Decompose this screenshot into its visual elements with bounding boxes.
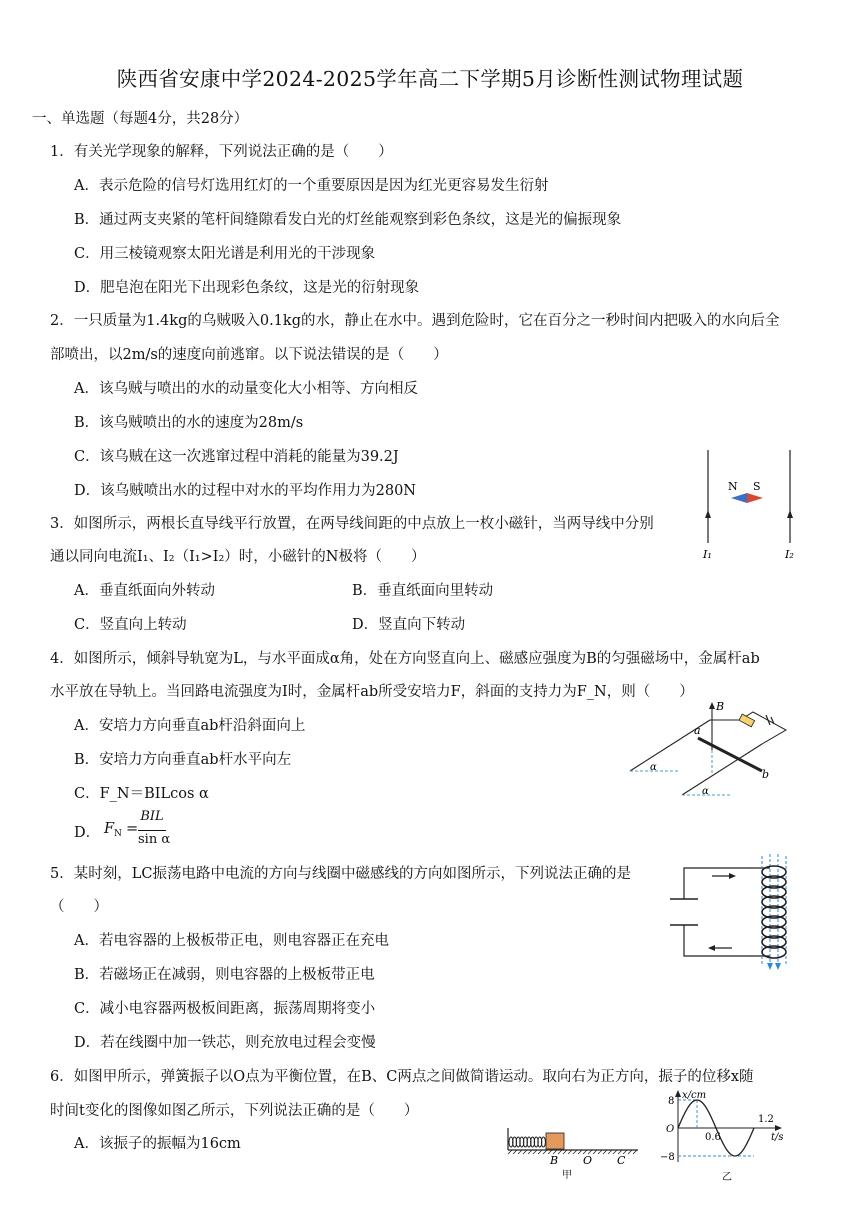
t-tick-0-6: 0.6 bbox=[705, 1132, 721, 1143]
question-4-stem-line2: 水平放在导轨上。当回路电流强度为I时，金属杆ab所受安培力F，斜面的支持力为F_N，则（ ） bbox=[50, 684, 694, 700]
t-tick-1-2: 1.2 bbox=[758, 1114, 774, 1125]
label-i2: I₂ bbox=[785, 548, 794, 561]
current-arrow-bottom-icon bbox=[708, 945, 715, 951]
label-b: B bbox=[716, 700, 725, 713]
question-5-option-b: B．若磁场正在减弱，则电容器的上极板带正电 bbox=[74, 967, 375, 983]
inductor-coil bbox=[762, 866, 786, 958]
label-jia: 甲 bbox=[562, 1170, 572, 1180]
question-6-stem-line2: 时间t变化的图像如图乙所示，下列说法正确的是（ ） bbox=[50, 1103, 419, 1119]
formula-f: F bbox=[104, 821, 115, 837]
compass-needle-n-icon bbox=[731, 493, 747, 503]
lc-circuit-figure bbox=[662, 854, 802, 974]
question-4-option-b: B．安培力方向垂直ab杆水平向左 bbox=[74, 752, 292, 768]
question-3-option-c: C．竖直向上转动 bbox=[74, 617, 187, 633]
question-1-option-c: C．用三棱镜观察太阳光谱是利用光的干涉现象 bbox=[74, 246, 376, 262]
label-alpha-2: α bbox=[702, 786, 709, 797]
question-2-option-d: D．该乌贼喷出水的过程中对水的平均作用力为280N bbox=[74, 483, 416, 499]
field-arrow-2-icon bbox=[775, 963, 781, 970]
current-arrow-2-icon bbox=[787, 510, 793, 518]
question-2-option-c: C．该乌贼在这一次逃窜过程中消耗的能量为39.2J bbox=[74, 449, 399, 465]
label-alpha-1: α bbox=[650, 762, 657, 773]
formula-numerator: BIL bbox=[140, 809, 164, 824]
question-5-stem-line1: 5．某时刻，LC振荡电路中电流的方向与线圈中磁感线的方向如图所示，下列说法正确的是 bbox=[50, 866, 631, 882]
label-a: a bbox=[694, 724, 701, 737]
inclined-rail-figure bbox=[620, 700, 800, 810]
question-2-option-a: A．该乌贼与喷出的水的动量变化大小相等、方向相反 bbox=[74, 381, 418, 397]
question-4-option-a: A．安培力方向垂直ab杆沿斜面向上 bbox=[74, 718, 306, 734]
section-heading: 一、单选题（每题4分，共28分） bbox=[32, 111, 249, 127]
question-2-stem-line2: 部喷出，以2m/s的速度向前逃窜。以下说法错误的是（ ） bbox=[50, 347, 448, 363]
question-1-option-b: B．通过两支夹紧的笔杆间缝隙看发白光的灯丝能观察到彩色条纹，这是光的偏振现象 bbox=[74, 212, 622, 228]
label-rod-b: b bbox=[762, 768, 770, 781]
question-3-stem-line1: 3．如图所示，两根长直导线平行放置，在两导线间距的中点放上一枚小磁针，当两导线中分别 bbox=[50, 516, 654, 532]
compass-needle-s-icon bbox=[747, 493, 763, 503]
question-3-option-b: B．垂直纸面向里转动 bbox=[352, 583, 494, 599]
question-5-stem-line2: （ ） bbox=[50, 899, 108, 915]
y-axis-arrow-icon bbox=[675, 1090, 681, 1097]
displacement-time-graph bbox=[660, 1088, 790, 1184]
y-tick-8: 8 bbox=[668, 1096, 675, 1107]
current-arrow-top-icon bbox=[729, 873, 736, 879]
metal-rod-ab bbox=[698, 738, 762, 771]
label-n: N bbox=[728, 480, 738, 493]
question-1-option-d: D．肥皂泡在阳光下出现彩色条纹，这是光的衍射现象 bbox=[74, 280, 420, 296]
wire-top bbox=[684, 868, 770, 899]
question-1-stem: 1．有关光学现象的解释，下列说法正确的是（ ） bbox=[50, 144, 393, 160]
question-5-option-d: D．若在线圈中加一铁芯，则充放电过程会变慢 bbox=[74, 1035, 376, 1051]
label-b: B bbox=[550, 1154, 559, 1167]
label-c: C bbox=[617, 1154, 626, 1167]
label-s: S bbox=[753, 480, 761, 493]
oscillator-block bbox=[546, 1133, 564, 1149]
question-3-option-d: D．竖直向下转动 bbox=[352, 617, 466, 633]
question-2-option-b: B．该乌贼喷出的水的速度为28m/s bbox=[74, 415, 304, 431]
question-4-option-c: C．F_N＝BILcos α bbox=[74, 786, 209, 802]
option-d-prefix: D． bbox=[74, 825, 101, 841]
battery-plate-1 bbox=[766, 715, 770, 725]
formula-sub-n: N bbox=[114, 829, 122, 839]
question-6-option-a: A．该振子的振幅为16cm bbox=[74, 1136, 241, 1152]
question-1-option-a: A．表示危险的信号灯选用红灯的一个重要原因是因为红光更容易发生衍射 bbox=[74, 178, 549, 194]
question-4-stem-line1: 4．如图所示，倾斜导轨宽为L，与水平面成α角，处在方向竖直向上、磁感应强度为B的匀强磁场中，金属杆ab bbox=[50, 651, 760, 667]
page-title: 陕西省安康中学2024-2025学年高二下学期5月诊断性测试物理试题 bbox=[116, 67, 744, 91]
question-2-stem-line1: 2．一只质量为1.4kg的乌贼吸入0.1kg的水，静止在水中。遇到危险时，它在百分之一秒时间内把吸入的水向后全 bbox=[50, 313, 780, 329]
question-5-option-a: A．若电容器的上极板带正电，则电容器正在充电 bbox=[74, 933, 389, 949]
spring-oscillator-figure bbox=[500, 1120, 645, 1180]
label-i1: I₁ bbox=[703, 548, 712, 561]
question-3-option-a: A．垂直纸面向外转动 bbox=[74, 583, 215, 599]
y-axis-label: x/cm bbox=[682, 1090, 707, 1101]
question-6-stem-line1: 6．如图甲所示，弹簧振子以O点为平衡位置，在B、C两点之间做简谐运动。取向右为正方向，振子的位移x随 bbox=[50, 1069, 754, 1085]
y-tick-minus-8: −8 bbox=[660, 1152, 675, 1163]
wire-bottom bbox=[684, 925, 770, 956]
spring-icon bbox=[509, 1137, 545, 1147]
current-arrow-1-icon bbox=[705, 510, 711, 518]
formula-equals: = bbox=[126, 821, 139, 837]
question-5-option-c: C．减小电容器两极板间距离，振荡周期将变小 bbox=[74, 1001, 376, 1017]
label-yi: 乙 bbox=[722, 1172, 732, 1183]
formula-denominator: sin α bbox=[138, 832, 171, 847]
field-arrow-1-icon bbox=[767, 963, 773, 970]
question-3-stem-line2: 通以同向电流I₁、I₂（I₁>I₂）时，小磁针的N极将（ ） bbox=[50, 549, 426, 565]
wires-compass-figure bbox=[690, 448, 810, 570]
b-arrow-icon bbox=[709, 702, 715, 709]
fraction-bar bbox=[138, 830, 166, 831]
magnetic-field-lines bbox=[762, 854, 786, 968]
x-axis-arrow-icon bbox=[775, 1125, 782, 1131]
x-axis-label: t/s bbox=[771, 1132, 784, 1143]
label-o: O bbox=[583, 1154, 593, 1167]
origin-label: O bbox=[666, 1124, 675, 1135]
